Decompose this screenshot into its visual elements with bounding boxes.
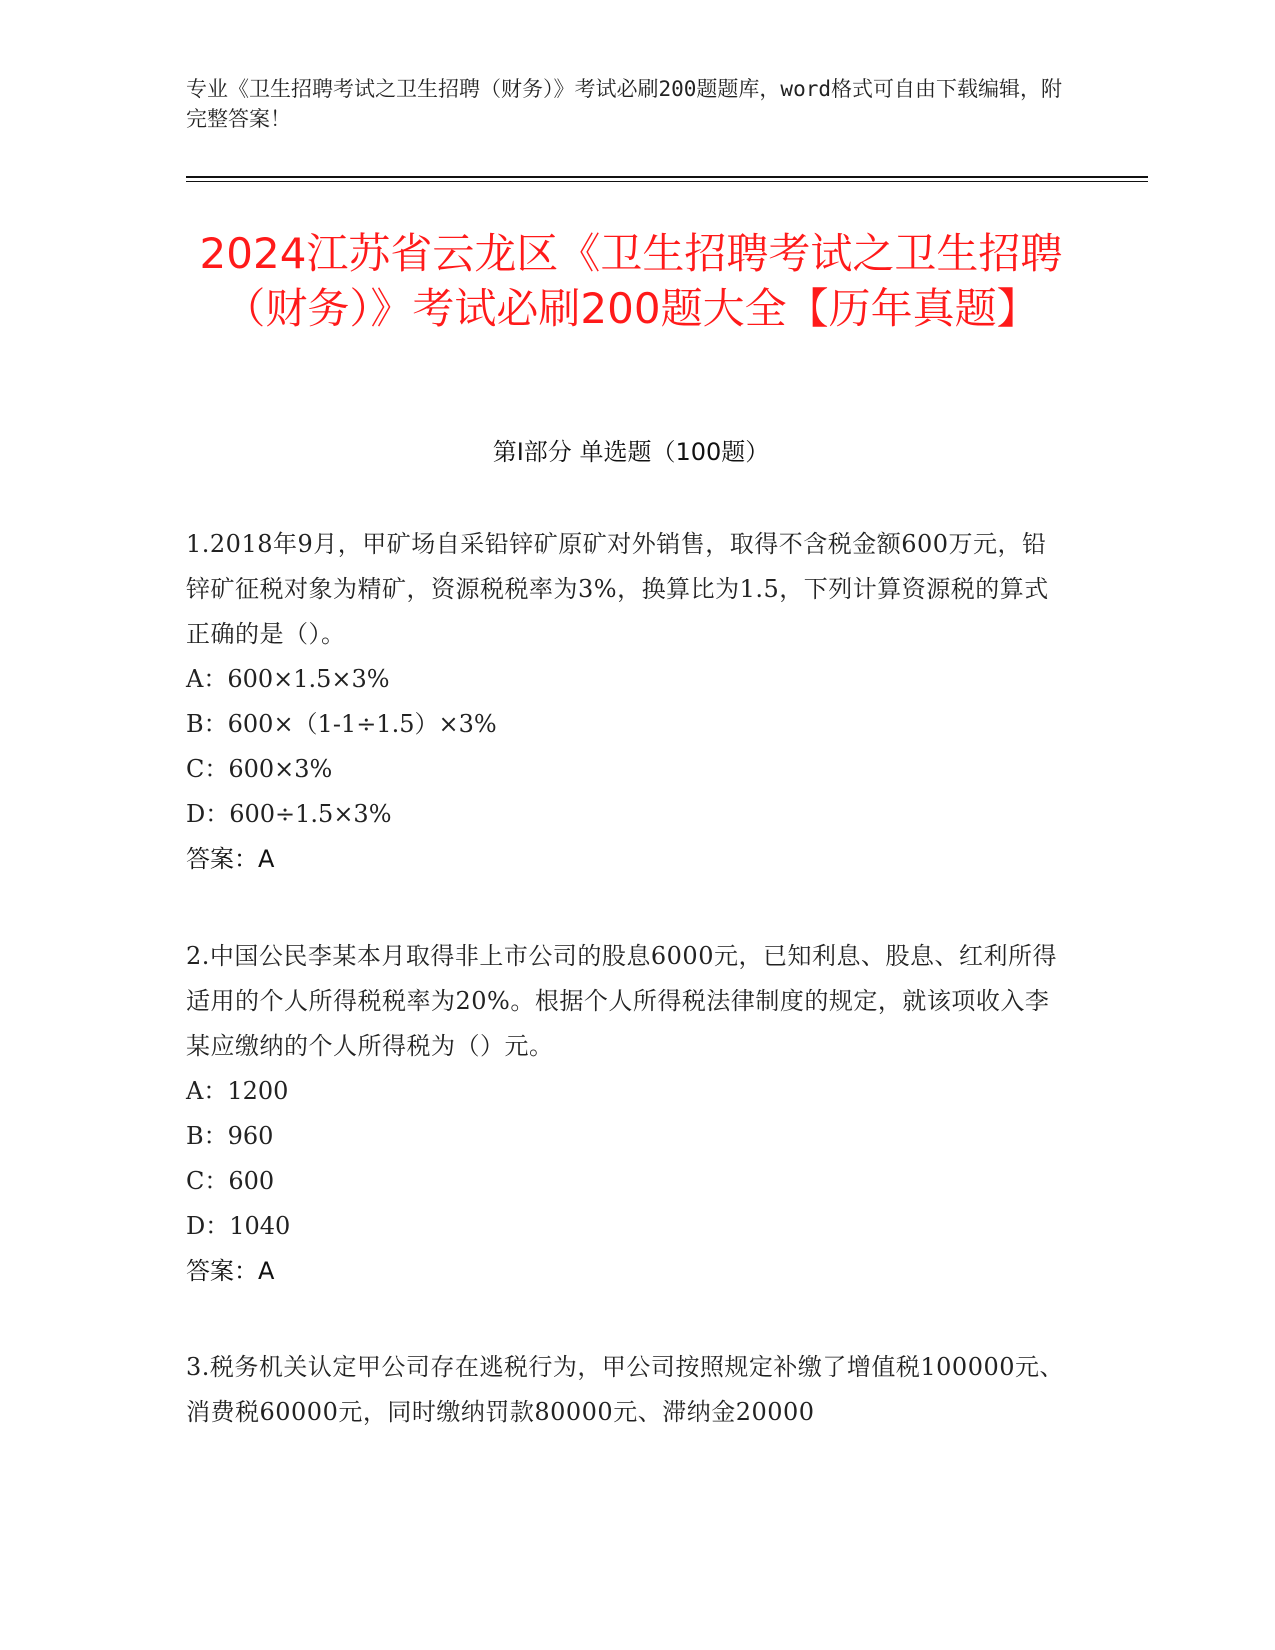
answer-label: 答案：A — [186, 1257, 275, 1285]
option-a: A：600×1.5×3% — [186, 665, 390, 693]
header-note: 专业《卫生招聘考试之卫生招聘（财务）》考试必刷200题题库，word格式可自由下载编辑，附完整答案！ — [186, 77, 1062, 131]
question-2 — [186, 934, 1066, 1294]
question-stem: 3.税务机关认定甲公司存在逃税行为，甲公司按照规定补缴了增值税100000元、消费税60000元，同时缴纳罚款80000元、滞纳金20000 — [186, 1353, 1065, 1426]
option-a: A：1200 — [186, 1077, 289, 1105]
question-stem: 2.中国公民李某本月取得非上市公司的股息6000元，已知利息、股息、红利所得适用的个人所得税税率为20%。根据个人所得税法律制度的规定，就该项收入李某应缴纳的个人所得税为（）元。 — [186, 942, 1057, 1060]
answer-label: 答案：A — [186, 845, 275, 873]
question-stem: 1.2018年9月，甲矿场自采铅锌矿原矿对外销售，取得不含税金额600万元，铅锌矿征税对象为精矿，资源税税率为3%，换算比为1.5，下列计算资源税的算式正确的是（）。 — [186, 530, 1049, 648]
option-c: C：600 — [186, 1167, 275, 1195]
header-divider-thick — [186, 176, 1148, 178]
option-d: D：1040 — [186, 1212, 291, 1240]
header-divider-thin — [186, 181, 1148, 182]
section-heading: 第I部分 单选题（100题） — [492, 438, 770, 466]
option-b: B：960 — [186, 1122, 274, 1150]
question-1 — [186, 522, 1066, 882]
option-c: C：600×3% — [186, 755, 333, 783]
document-title: 2024江苏省云龙区《卫生招聘考试之卫生招聘（财务）》考试必刷200题大全【历年真题】 — [199, 229, 1063, 333]
question-3 — [186, 1345, 1066, 1435]
option-b: B：600×（1-1÷1.5）×3% — [186, 710, 497, 738]
option-d: D：600÷1.5×3% — [186, 800, 392, 828]
